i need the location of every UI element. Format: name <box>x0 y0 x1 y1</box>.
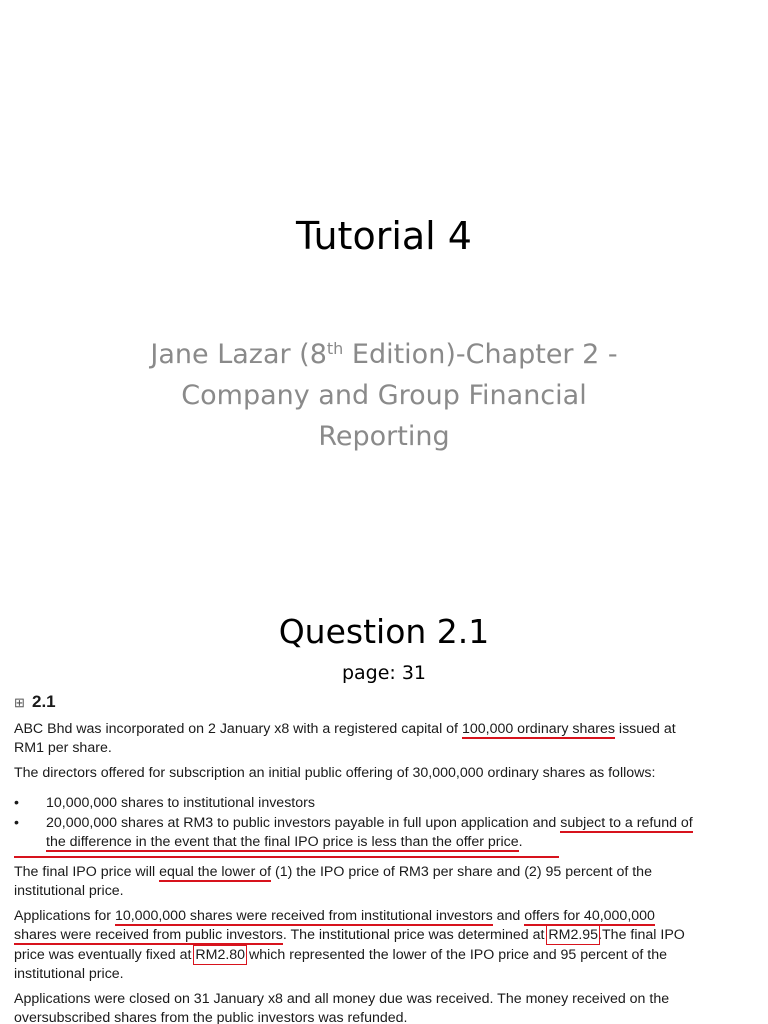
highlight-underline: shares were received from public investors <box>14 927 283 943</box>
question-number: ⊞ 2.1 <box>14 692 56 711</box>
subtitle-text: Edition)-Chapter 2 - <box>343 339 618 370</box>
paragraph-line: oversubscribed shares from the public investors was refunded. <box>14 1010 408 1024</box>
bullet-item: the difference in the event that the final IPO price is less than the offer price. <box>46 834 523 850</box>
subtitle-text: Reporting <box>318 421 450 452</box>
paragraph-line: price was eventually fixed at RM2.80 which represented the lower of the IPO price and 95 percent of the <box>14 947 668 963</box>
highlight-underline: 10,000,000 shares were received from institutional investors <box>114 908 493 924</box>
highlight-box: RM2.95 <box>548 927 599 943</box>
paragraph-line: institutional price. <box>14 966 124 982</box>
highlight-underline: subject to a refund of <box>560 815 693 831</box>
paragraph-line: The directors offered for subscription an initial public offering of 30,000,000 ordinary shares as follows: <box>14 765 656 781</box>
highlight-box: RM2.80 <box>195 947 246 963</box>
highlight-underline: 100,000 ordinary shares <box>461 721 615 737</box>
bullet-item: 10,000,000 shares to institutional investors <box>46 795 315 811</box>
paragraph-line: The final IPO price will equal the lower of (1) the IPO price of RM3 per share and (2) 95 percent of the <box>14 864 652 880</box>
paragraph-line: institutional price. <box>14 883 124 899</box>
slide-title: Tutorial 4 <box>296 214 472 258</box>
highlight-underline: equal the lower of <box>159 864 272 880</box>
bullet-icon: • <box>14 795 19 811</box>
scan-mark-icon: ⊞ <box>14 695 25 710</box>
paragraph-line: Applications were closed on 31 January x8 and all money due was received. The money received on the <box>14 991 670 1007</box>
paragraph-line: ABC Bhd was incorporated on 2 January x8 with a registered capital of 100,000 ordinary shares issued at <box>14 721 676 737</box>
bullet-icon: • <box>14 815 19 831</box>
slide-subtitle <box>100 334 668 457</box>
scanned-question-text <box>14 690 754 1024</box>
bullet-item: 20,000,000 shares at RM3 to public investors payable in full upon application and subject to a refund of <box>46 815 693 831</box>
red-underline-mark <box>14 856 559 858</box>
subtitle-superscript: th <box>326 339 344 358</box>
paragraph-line: Applications for 10,000,000 shares were received from institutional investors and offers for 40,000,000 <box>14 908 655 924</box>
subtitle-text: Company and Group Financial <box>181 380 587 411</box>
page-reference: page: 31 <box>341 662 427 684</box>
highlight-underline: offers for 40,000,000 <box>524 908 655 924</box>
paragraph-line: RM1 per share. <box>14 740 112 756</box>
paragraph-line: shares were received from public investors. The institutional price was determined at RM2.95.The final IPO <box>14 927 685 943</box>
question-heading: Question 2.1 <box>278 612 490 651</box>
highlight-underline: the difference in the event that the final IPO price is less than the offer price <box>46 834 519 850</box>
subtitle-text: Jane Lazar (8 <box>150 339 327 370</box>
